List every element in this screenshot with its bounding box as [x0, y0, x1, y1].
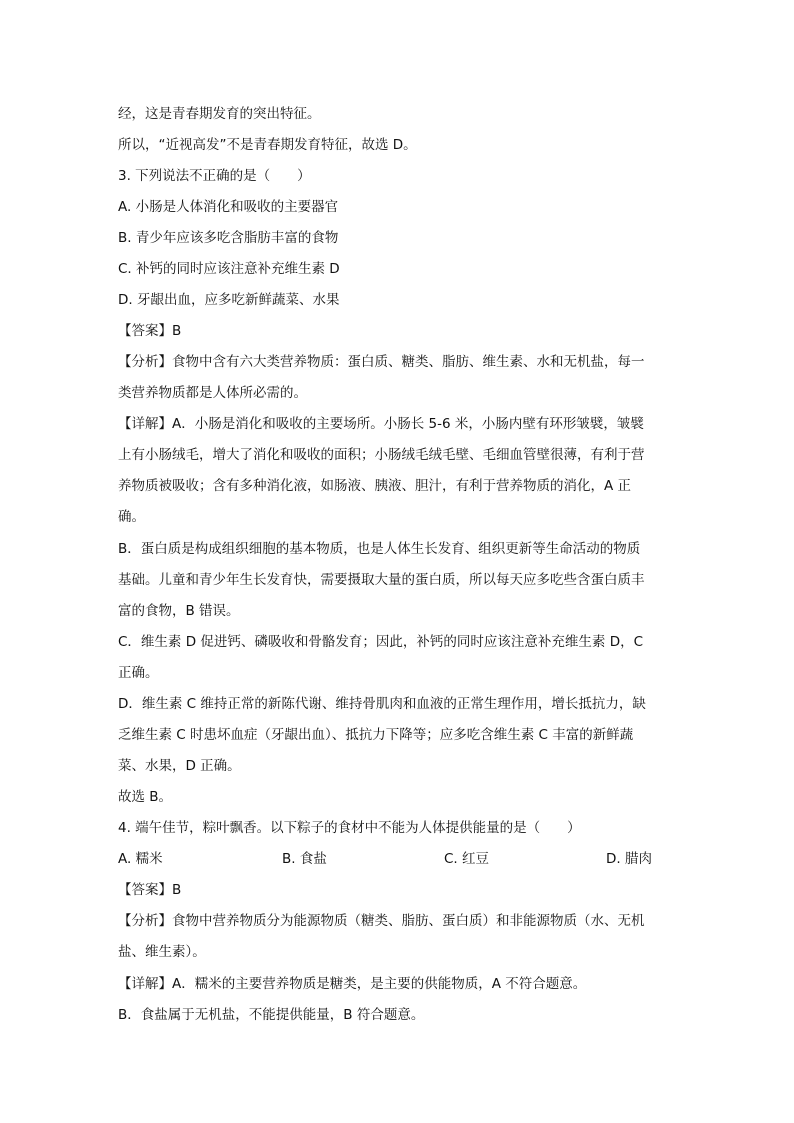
text-line: D．维生素 C 维持正常的新陈代谢、维持骨肌肉和血液的正常生理作用，增长抵抗力，缺	[118, 696, 646, 712]
question-3-stem: 3. 下列说法不正确的是（ ）	[118, 168, 311, 184]
detail-line: 【详解】A．糯米的主要营养物质是糖类，是主要的供能物质，A 不符合题意。	[118, 976, 587, 992]
text-line: 上有小肠绒毛，增大了消化和吸收的面积；小肠绒毛绒毛壁、毛细血管壁很薄，有利于营	[118, 447, 645, 463]
question-3-option-c: C. 补钙的同时应该注意补充维生素 D	[118, 261, 340, 277]
question-4-option-b: B. 食盐	[282, 851, 327, 867]
text-line: 乏维生素 C 时患坏血症（牙龈出血）、抵抗力下降等；应多吃含维生素 C 丰富的新鲜蔬	[118, 727, 634, 743]
text-line: 类营养物质都是人体所必需的。	[118, 385, 307, 401]
answer-line: 【答案】B	[118, 323, 182, 339]
answer-line: 【答案】B	[118, 882, 182, 898]
analysis-line: 【分析】食物中含有六大类营养物质：蛋白质、糖类、脂肪、维生素、水和无机盐，每一	[118, 354, 645, 370]
text-line: C．维生素 D 促进钙、磷吸收和骨骼发育；因此，补钙的同时应该注意补充维生素 D，C	[118, 634, 644, 650]
text-line: 富的食物，B 错误。	[118, 603, 240, 619]
text-line: 养物质被吸收；含有多种消化液，如肠液、胰液、胆汁，有利于营养物质的消化，A 正	[118, 478, 632, 494]
text-line: 所以，“近视高发”不是青春期发育特征，故选 D。	[118, 137, 417, 153]
question-3-option-a: A. 小肠是人体消化和吸收的主要器官	[118, 199, 339, 215]
text-line: B．蛋白质是构成组织细胞的基本物质，也是人体生长发育、组织更新等生命活动的物质	[118, 541, 641, 557]
question-4-stem: 4. 端午佳节，粽叶飘香。以下粽子的食材中不能为人体提供能量的是（ ）	[118, 820, 581, 836]
question-3-option-d: D. 牙龈出血，应多吃新鲜蔬菜、水果	[118, 292, 340, 308]
text-line: 正确。	[118, 665, 159, 681]
text-line: 确。	[118, 509, 145, 525]
detail-line: 【详解】A．小肠是消化和吸收的主要场所。小肠长 5-6 米，小肠内壁有环形皱襞，皱襞	[118, 416, 644, 432]
text-line: 盐、维生素）。	[118, 944, 206, 960]
question-3-option-b: B. 青少年应该多吃含脂肪丰富的食物	[118, 230, 339, 246]
question-4-option-c: C. 红豆	[444, 851, 490, 867]
text-line: 经，这是青春期发育的突出特征。	[118, 106, 321, 122]
text-line: 菜、水果，D 正确。	[118, 758, 241, 774]
question-4-option-a: A. 糯米	[118, 851, 163, 867]
text-line: B．食盐属于无机盐，不能提供能量，B 符合题意。	[118, 1007, 425, 1023]
analysis-line: 【分析】食物中营养物质分为能源物质（糖类、脂肪、蛋白质）和非能源物质（水、无机	[118, 913, 645, 929]
question-4-option-d: D. 腊肉	[606, 851, 652, 867]
text-line: 故选 B。	[118, 789, 173, 805]
text-line: 基础。儿童和青少年生长发育快，需要摄取大量的蛋白质，所以每天应多吃些含蛋白质丰	[118, 572, 645, 588]
